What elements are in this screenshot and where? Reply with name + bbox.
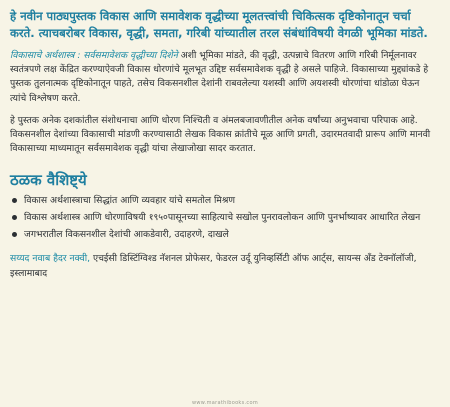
features-list-item-text: विकास अर्थशास्त्र आणि धोरणाविषयी १९५०पासूनच्या साहित्याचे सखोल पुनरावलोकन आणि पुनर्भाष्यावर आधारित लेखन bbox=[24, 212, 421, 224]
author-affiliation: एचईसी डिस्टिंग्विश्ड नॅशनल प्रोफेसर, फेडरल उर्दू युनिव्हर्सिटी ऑफ आर्ट्स, सायन्स अँड टेक्नॉलॉजी, इस्लामाबाद bbox=[10, 253, 417, 279]
book-title-inline: विकासाचे अर्थशास्त्र : सर्वसमावेशक वृद्धीच्या दिशेने bbox=[10, 50, 178, 61]
bullet-icon bbox=[12, 215, 17, 220]
description-paragraph-2: हे पुस्तक अनेक दशकांतील संशोधनाचा आणि धोरण निश्चिती व अंमलबजावणीतील अनेक वर्षांच्या अनुभवाचा परिपाक आहे. विकसनशील देशांच्या विकासाची मांडणी करण्यासाठी लेखक विकास क्रांतीचे मूळ आणि प्रगती, उदारमतवादी प्रारूप आणि मानवी विकासाच्या माध्यमातून सर्वसमावेशक वृद्धी यांचा लेखाजोखा सादर करतात. bbox=[10, 114, 431, 155]
features-list-item bbox=[10, 228, 438, 242]
author-name: सय्यद नवाब हैदर नक्वी, bbox=[10, 253, 91, 265]
features-list bbox=[10, 194, 438, 242]
footer-watermark: www.marathibooks.com bbox=[191, 400, 259, 406]
bullet-icon bbox=[12, 232, 17, 237]
features-list-item-text: जगभरातील विकसनशील देशांची आकडेवारी, उदाहरणे, दाखले bbox=[24, 229, 229, 241]
description-paragraph-1 bbox=[10, 49, 438, 106]
author-credit bbox=[10, 252, 438, 280]
features-list-item-text: विकास अर्थशास्त्राचा सिद्धांत आणि व्यवहार यांचे समतोल मिश्रण bbox=[24, 195, 236, 207]
features-list-item bbox=[10, 194, 438, 208]
features-list-item bbox=[10, 211, 438, 225]
intro-paragraph: हे नवीन पाठ्यपुस्तक विकास आणि समावेशक वृद्धीच्या मूलतत्त्वांची चिकित्सक दृष्टिकोनातून चर्चा करते. त्याचबरोबर विकास, वृद्धी, समता, गरिबी यांच्यातील तरल संबंधांविषयी वेगळी भूमिका मांडते. bbox=[10, 9, 428, 40]
bullet-icon bbox=[12, 198, 17, 203]
features-heading: ठळक वैशिष्ट्ये bbox=[10, 171, 87, 190]
description-paragraph-1-text: अशी भूमिका मांडते, की वृद्धी, उत्पन्नाचे वितरण आणि गरिबी निर्मूलनावर स्वतंत्रपणे लक्ष केंद्रित करण्याऐवजी विकास धोरणांचे मूलभूत उद्दिष्ट सर्वसमावेशक वृद्धी हे असले पाहिजे. विकासाच्या मुद्द्यांकडे हे पुस्तक तुलनात्मक दृष्टिकोनातून पाहते, तसेच विकसनशील देशांनी राबवलेल्या यशस्वी आणि अयशस्वी धोरणांचा धांडोळा घेऊन त्यांचे विश्लेषण करते. bbox=[10, 50, 429, 104]
